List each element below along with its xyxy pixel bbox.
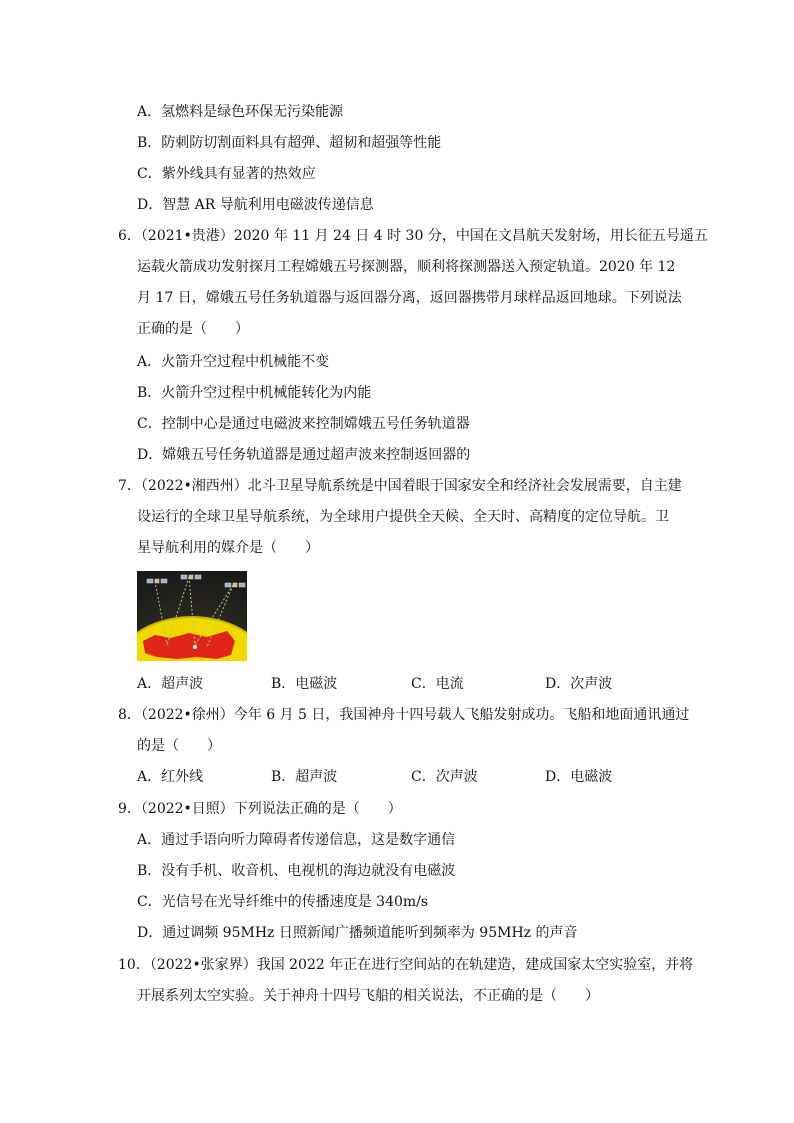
q8-option-a: A．红外线 [137, 769, 204, 785]
q5-option-b: B．防刺防切割面料具有超弹、超韧和超强等性能 [137, 135, 442, 151]
q8-option-b: B．超声波 [271, 769, 338, 785]
q6-stem-line-1: 6．（2021•贵港）2020 年 11 月 24 日 4 时 30 分，中国在文昌航天发射场，用长征五号遥五 [118, 228, 708, 244]
q5-option-a: A．氢燃料是绿色环保无污染能源 [137, 104, 344, 120]
q7-stem-line-1: 7．（2022•湘西州）北斗卫星导航系统是中国着眼于国家安全和经济社会发展需要，自主建 [118, 478, 682, 494]
q9-option-c: C．光信号在光导纤维中的传播速度是 340m/s [137, 894, 429, 910]
q6-stem-line-3: 月 17 日，嫦娥五号任务轨道器与返回器分离，返回器携带月球样品返回地球。下列说法 [137, 290, 682, 306]
q5-option-d: D．智慧 AR 导航利用电磁波传递信息 [137, 197, 374, 213]
q6-option-d: D．嫦娥五号任务轨道器是通过超声波来控制返回器的 [137, 447, 471, 463]
q8-option-d: D．电磁波 [545, 769, 613, 785]
q8-stem-line-1: 8．（2022•徐州）今年 6 月 5 日，我国神舟十四号载人飞船发射成功。飞船和地面通讯通过 [118, 707, 690, 723]
q8-options-row [137, 767, 657, 787]
q6-stem-line-2: 运载火箭成功发射探月工程嫦娥五号探测器，顺利将探测器送入预定轨道。2020 年 12 [137, 259, 676, 275]
q10-stem-line-2: 开展系列太空实验。关于神舟十四号飞船的相关说法，不正确的是（ ） [137, 988, 599, 1004]
q10-stem-line-1: 10．（2022•张家界）我国 2022 年正在进行空间站的在轨建造，建成国家太空实验室，并将 [118, 957, 694, 973]
q7-option-d: D．次声波 [545, 676, 613, 692]
q7-option-a: A．超声波 [137, 676, 204, 692]
q7-option-b: B．电磁波 [271, 676, 338, 692]
q6-stem-line-4: 正确的是（ ） [137, 321, 249, 337]
q5-option-c: C．紫外线具有显著的热效应 [137, 166, 316, 182]
q6-option-a: A．火箭升空过程中机械能不变 [137, 354, 330, 370]
beidou-satellite-figure [137, 571, 247, 661]
q7-stem-line-2: 设运行的全球卫星导航系统，为全球用户提供全天候、全天时、高精度的定位导航。卫 [137, 509, 669, 525]
q8-option-c: C．次声波 [411, 769, 478, 785]
q9-stem-line-1: 9．（2022•日照）下列说法正确的是（ ） [118, 801, 402, 817]
q7-stem-line-3: 星导航利用的媒介是（ ） [137, 540, 319, 556]
q7-options-row [137, 674, 657, 694]
q7-option-c: C．电流 [411, 676, 464, 692]
q8-stem-line-2: 的是（ ） [137, 738, 221, 754]
q9-option-a: A．通过手语向听力障碍者传递信息，这是数字通信 [137, 832, 456, 848]
q9-option-d: D．通过调频 95MHz 日照新闻广播频道能听到频率为 95MHz 的声音 [137, 925, 578, 941]
q9-option-b: B．没有手机、收音机、电视机的海边就没有电磁波 [137, 863, 456, 879]
q6-option-b: B．火箭升空过程中机械能转化为内能 [137, 385, 372, 401]
q6-option-c: C．控制中心是通过电磁波来控制嫦娥五号任务轨道器 [137, 416, 470, 432]
